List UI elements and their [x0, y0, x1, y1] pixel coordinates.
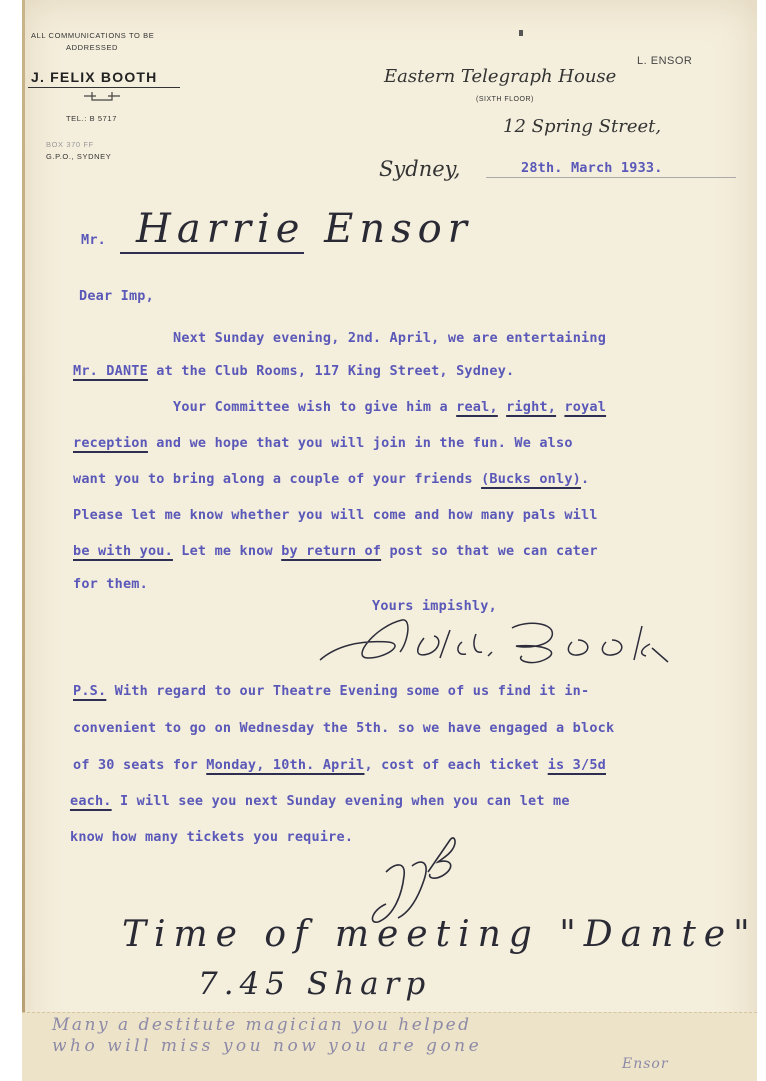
- ps-label: P.S.: [73, 683, 107, 699]
- ticket-price: is 3/5d: [547, 757, 606, 773]
- letterhead-street: 12 Spring Street,: [503, 116, 662, 137]
- closing: Yours impishly,: [372, 598, 497, 614]
- bucks-only: (Bucks only): [481, 471, 581, 487]
- date-rule: [486, 177, 736, 178]
- paper-edge: [22, 0, 25, 1080]
- letterhead-communications-line2: ADDRESSED: [66, 43, 119, 52]
- body-line-7: Let me know: [172, 543, 282, 559]
- by-return-of: by return of: [281, 543, 382, 559]
- real: real,: [456, 399, 498, 415]
- letterhead-floor: (SIXTH FLOOR): [476, 96, 534, 103]
- pencil-note-sign: Ensor: [622, 1056, 669, 1072]
- addressee-underline: [120, 252, 304, 254]
- letterhead-building: Eastern Telegraph House: [384, 66, 617, 87]
- salutation-prefix: Mr.: [81, 232, 106, 248]
- body-line-1: Next Sunday evening, 2nd. April, we are entertaining: [173, 330, 607, 346]
- monday-date: Monday, 10th. April: [206, 757, 365, 773]
- signature-text: [0, 0, 1, 1]
- letterhead-ornament: [82, 90, 122, 102]
- greeting: Dear Imp,: [79, 288, 154, 304]
- body-line-5-period: .: [581, 471, 590, 487]
- letterhead-box: BOX 370 FF: [46, 140, 94, 149]
- ps-line-1: With regard to our Theatre Evening some of us find it in-: [106, 683, 590, 699]
- body-line-6: Please let me know whether you will come and how many pals will: [73, 507, 598, 523]
- be-with-you: be with you.: [73, 543, 173, 559]
- body-line-4: and we hope that you will join in the fun. We also: [147, 435, 573, 451]
- initials-text: [0, 0, 1, 1]
- body-line-2: at the Club Rooms, 117 King Street, Sydney.: [147, 363, 515, 379]
- mr-dante: Mr. DANTE: [73, 363, 148, 379]
- handwritten-note-line1: Time of meeting "Dante": [122, 914, 758, 955]
- royal: royal: [564, 399, 607, 415]
- ps-line-3: of 30 seats for: [73, 757, 207, 773]
- ps-line-3-mid: , cost of each ticket: [364, 757, 548, 773]
- letterhead-tel: TEL.: B 5717: [66, 114, 117, 123]
- signature: [316, 608, 696, 670]
- ensor-stamp: L. ENSOR: [637, 55, 693, 67]
- letterhead-city: Sydney,: [379, 157, 461, 181]
- ps-line-5: know how many tickets you require.: [70, 829, 354, 845]
- pencil-note-line2: who will miss you now you are gone: [52, 1036, 483, 1056]
- body-line-8: for them.: [73, 576, 148, 592]
- addressee-handwritten: Harrie Ensor: [136, 206, 473, 252]
- body-line-7-end: post so that we can cater: [381, 543, 598, 559]
- pencil-note-line1: Many a destitute magician you helped: [52, 1015, 472, 1035]
- letterhead-name: J. FELIX BOOTH: [31, 69, 158, 85]
- handwritten-note-line2: 7.45 Sharp: [198, 966, 432, 1002]
- ps-line-4: I will see you next Sunday evening when you can let me: [111, 793, 570, 809]
- ink-mark: [519, 30, 523, 36]
- letterhead-rule: [28, 87, 180, 88]
- each-label: each.: [70, 793, 112, 809]
- right: right,: [506, 399, 557, 415]
- body-line-3: Your Committee wish to give him a: [173, 399, 457, 415]
- ps-line-2: convenient to go on Wednesday the 5th. so we have engaged a block: [73, 720, 615, 736]
- body-line-5: want you to bring along a couple of your friends: [73, 471, 482, 487]
- letterhead-communications-line1: ALL COMMUNICATIONS TO BE: [31, 31, 155, 40]
- reception: reception: [73, 435, 148, 451]
- letter-date: 28th. March 1933.: [521, 160, 663, 176]
- letterhead-gpo: G.P.O., SYDNEY: [46, 152, 112, 161]
